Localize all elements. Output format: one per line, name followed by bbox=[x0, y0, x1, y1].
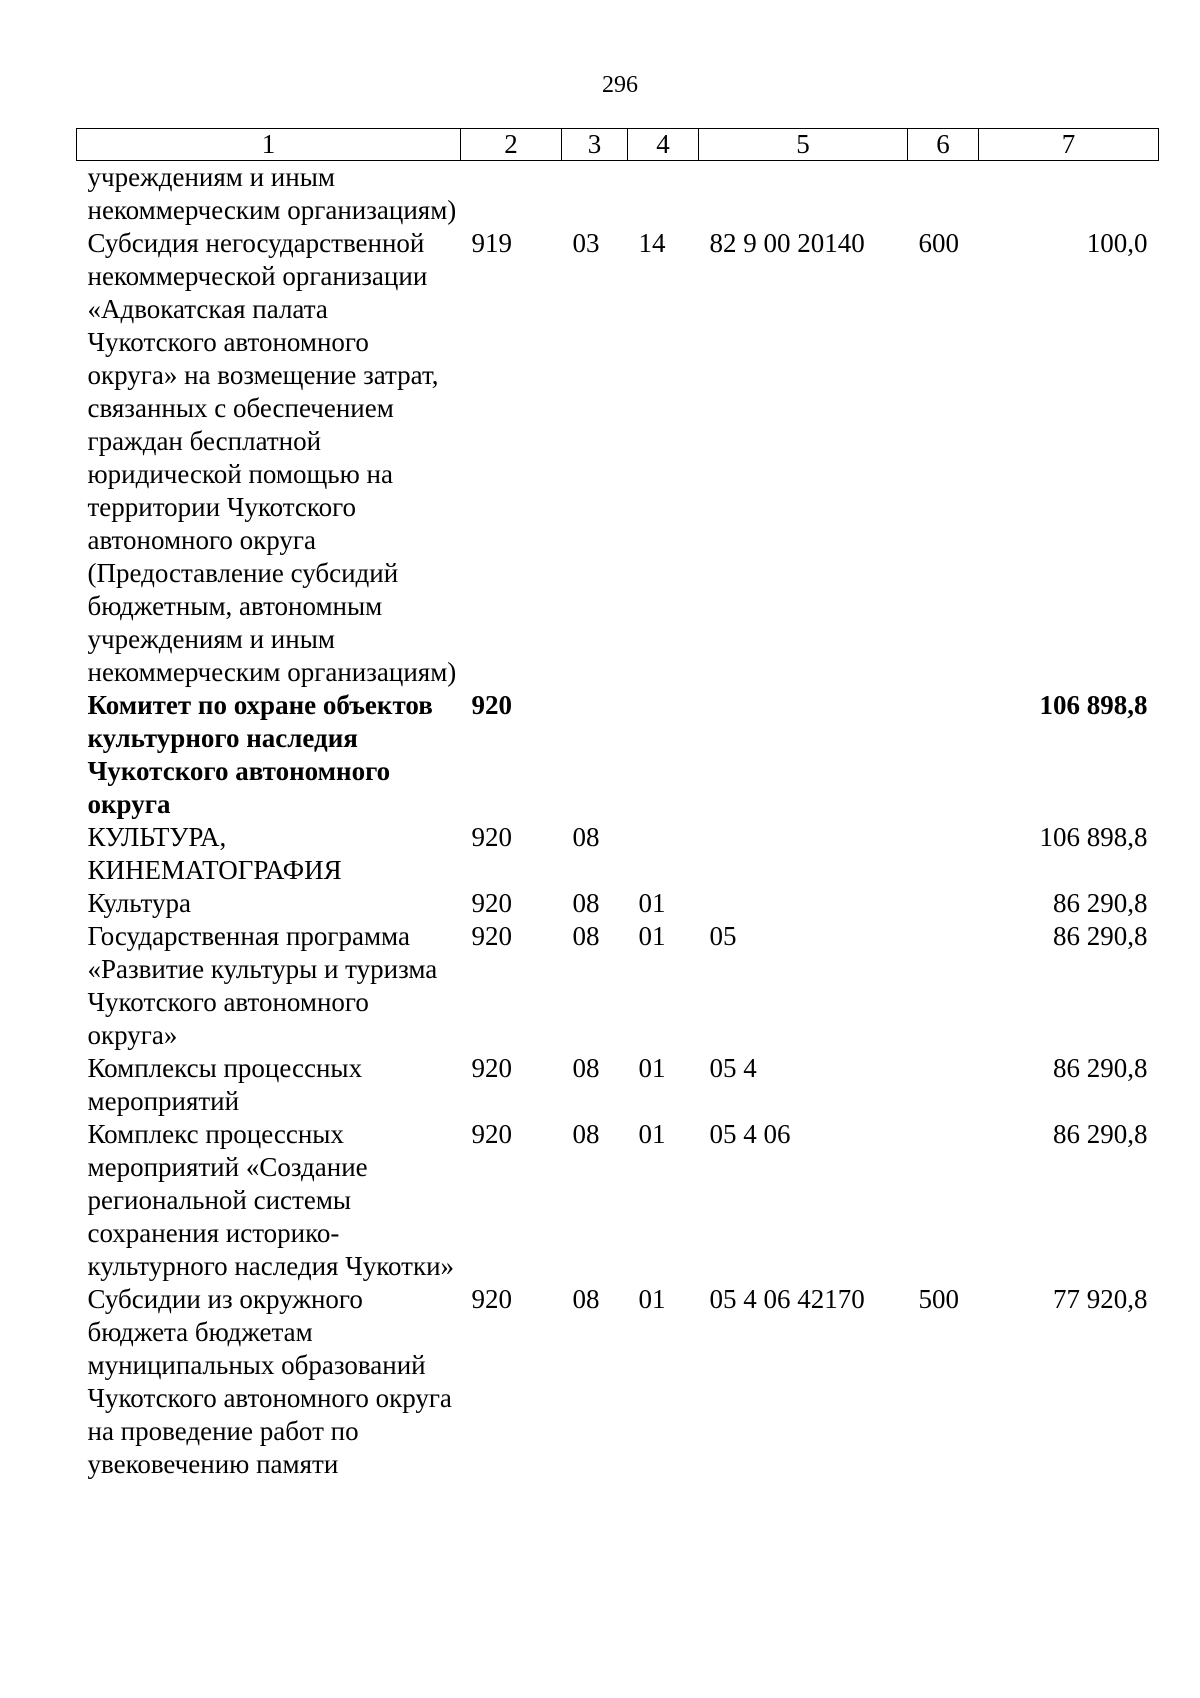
row-grbs-code: 920 bbox=[471, 888, 512, 918]
row-expense-type-code bbox=[908, 887, 979, 920]
row-expense-type-code bbox=[908, 161, 979, 228]
row-target-article-code: 82 9 00 20140 bbox=[709, 228, 865, 258]
row-section-code: 08 bbox=[572, 1053, 600, 1083]
row-name: учреждениям и иным некоммерческим организациям) bbox=[87, 162, 457, 225]
row-amount: 100,0 bbox=[1086, 228, 1148, 258]
row-amount: 86 290,8 bbox=[1053, 1119, 1148, 1149]
row-section-code: 08 bbox=[572, 1119, 600, 1149]
column-header-6: 6 bbox=[908, 129, 979, 161]
table-row bbox=[77, 1118, 1159, 1283]
table-row bbox=[77, 1283, 1159, 1481]
row-name: Культура bbox=[87, 888, 191, 918]
column-header-4: 4 bbox=[628, 129, 699, 161]
row-amount: 77 920,8 bbox=[1053, 1284, 1148, 1314]
row-name: Комплексы процессных мероприятий bbox=[87, 1053, 363, 1116]
column-header-5: 5 bbox=[699, 129, 908, 161]
table-header bbox=[77, 129, 1159, 161]
row-target-article-code bbox=[699, 821, 908, 887]
table-row bbox=[77, 161, 1159, 228]
row-amount bbox=[979, 161, 1159, 228]
row-amount: 106 898,8 bbox=[1039, 822, 1148, 852]
table-row bbox=[77, 689, 1159, 821]
row-target-article-code bbox=[699, 161, 908, 228]
row-expense-type-code: 600 bbox=[918, 228, 959, 258]
row-subsection-code: 01 bbox=[638, 1053, 666, 1083]
row-expense-type-code bbox=[908, 821, 979, 887]
row-section-code: 08 bbox=[572, 921, 600, 951]
row-grbs-code bbox=[461, 161, 562, 228]
page-number: 296 bbox=[602, 72, 638, 98]
table-row bbox=[77, 227, 1159, 689]
row-expense-type-code bbox=[908, 689, 979, 821]
row-section-code bbox=[562, 161, 628, 228]
row-grbs-code: 920 bbox=[471, 1053, 512, 1083]
column-header-7: 7 bbox=[979, 129, 1159, 161]
row-expense-type-code: 500 bbox=[918, 1284, 959, 1314]
row-section-code: 03 bbox=[572, 228, 600, 258]
row-section-code: 08 bbox=[572, 1284, 600, 1314]
row-amount: 86 290,8 bbox=[1053, 921, 1148, 951]
row-section-code bbox=[562, 689, 628, 821]
column-header-1: 1 bbox=[77, 129, 461, 161]
row-subsection-code bbox=[628, 161, 699, 228]
row-subsection-code: 01 bbox=[638, 921, 666, 951]
row-amount: 86 290,8 bbox=[1053, 1053, 1148, 1083]
row-grbs-code: 920 bbox=[471, 690, 512, 720]
row-subsection-code: 01 bbox=[638, 888, 666, 918]
row-amount: 106 898,8 bbox=[1039, 690, 1148, 720]
row-grbs-code: 919 bbox=[471, 228, 512, 258]
row-subsection-code bbox=[628, 689, 699, 821]
row-name: Субсидии из окружного бюджета бюджетам муниципальных образований Чукотского автономного округа на проведение работ по увековечению памяти bbox=[87, 1284, 452, 1479]
column-number-row bbox=[77, 129, 1159, 161]
row-name: Комплекс процессных мероприятий «Создание региональной системы сохранения историко-культурного наследия Чукотки» bbox=[87, 1119, 455, 1281]
column-header-2: 2 bbox=[461, 129, 562, 161]
row-name: Субсидия негосударственной некоммерческой организации «Адвокатская палата Чукотского автономного округа» на возмещение затрат, связанных с обеспечением граждан бесплатной юридической помощью на территории Чукотского автономного округа (Предоставление субсидий бюджетным, автономным учреждениям и иным некоммерческим организациям) bbox=[87, 228, 457, 687]
row-expense-type-code bbox=[908, 1118, 979, 1283]
row-section-code: 08 bbox=[572, 888, 600, 918]
row-expense-type-code bbox=[908, 920, 979, 1052]
row-expense-type-code bbox=[908, 1052, 979, 1118]
column-header-3: 3 bbox=[562, 129, 628, 161]
row-target-article-code bbox=[699, 689, 908, 821]
row-target-article-code: 05 4 06 42170 bbox=[709, 1284, 865, 1314]
budget-table bbox=[76, 128, 1159, 1481]
row-section-code: 08 bbox=[572, 822, 600, 852]
row-grbs-code: 920 bbox=[471, 1119, 512, 1149]
row-target-article-code: 05 4 06 bbox=[709, 1119, 791, 1149]
row-name: КУЛЬТУРА, КИНЕМАТОГРАФИЯ bbox=[87, 822, 342, 885]
table-row bbox=[77, 1052, 1159, 1118]
row-grbs-code: 920 bbox=[471, 822, 512, 852]
row-target-article-code bbox=[699, 887, 908, 920]
table-row bbox=[77, 887, 1159, 920]
row-subsection-code: 01 bbox=[638, 1119, 666, 1149]
row-target-article-code: 05 bbox=[709, 921, 737, 951]
row-subsection-code: 14 bbox=[638, 228, 666, 258]
table-row bbox=[77, 821, 1159, 887]
row-amount: 86 290,8 bbox=[1053, 888, 1148, 918]
table-row bbox=[77, 920, 1159, 1052]
row-grbs-code: 920 bbox=[471, 1284, 512, 1314]
row-subsection-code: 01 bbox=[638, 1284, 666, 1314]
row-target-article-code: 05 4 bbox=[709, 1053, 757, 1083]
row-name: Государственная программа «Развитие культуры и туризма Чукотского автономного округа» bbox=[87, 921, 438, 1050]
row-grbs-code: 920 bbox=[471, 921, 512, 951]
row-subsection-code bbox=[628, 821, 699, 887]
row-name: Комитет по охране объектов культурного наследия Чукотского автономного округа bbox=[87, 690, 433, 819]
table-body bbox=[77, 161, 1159, 1482]
